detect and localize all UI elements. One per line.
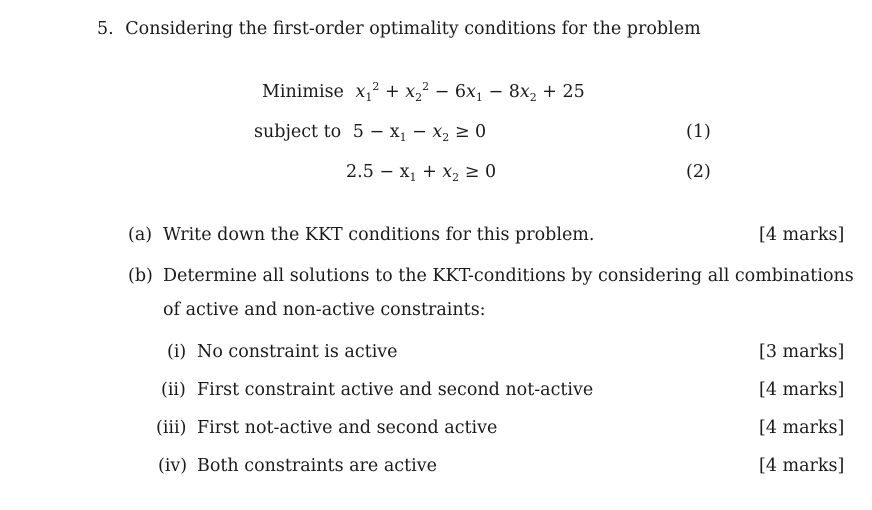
objective-expression: $x_1^2 + x_2^2 - 6x_1 - 8x_2 + 25$ xyxy=(355,80,585,104)
subpart-i-label: (i) xyxy=(167,342,187,362)
question-heading xyxy=(97,19,701,39)
constraint-2-tag: (2) xyxy=(686,162,711,182)
constraint-2-expression: $2.5 - x_1 + x_2 \ge 0$ xyxy=(346,162,497,184)
subpart-i-marks: [3 marks] xyxy=(759,342,845,362)
subpart-iii-text: First not-active and second active xyxy=(197,418,498,438)
constraint-1-expression: $5 - x_1 - x_2 \ge 0$ xyxy=(352,122,487,144)
objective-label: Minimise xyxy=(262,82,344,102)
part-a-marks: [4 marks] xyxy=(759,225,845,245)
subpart-iii-label: (iii) xyxy=(156,418,187,438)
subpart-ii-label: (ii) xyxy=(161,380,186,400)
part-b-label: (b) xyxy=(128,266,153,286)
subject-to-label: subject to xyxy=(254,122,342,142)
part-b-text-line1: Determine all solutions to the KKT-conditions by considering all combinations xyxy=(163,266,854,286)
subpart-iv-marks: [4 marks] xyxy=(759,456,845,476)
constraint-2 xyxy=(346,162,496,182)
question-intro: Considering the first-order optimality conditions for the problem xyxy=(125,19,701,39)
constraint-1 xyxy=(254,122,486,142)
subpart-i-text: No constraint is active xyxy=(197,342,398,362)
question-number: 5. xyxy=(97,19,114,39)
part-a-label: (a) xyxy=(128,225,153,245)
objective-line xyxy=(262,82,585,102)
subpart-iv-label: (iv) xyxy=(158,456,188,476)
constraint-1-tag: (1) xyxy=(686,122,711,142)
subpart-ii-text: First constraint active and second not-active xyxy=(197,380,594,400)
subpart-iii-marks: [4 marks] xyxy=(759,418,845,438)
part-a-text: Write down the KKT conditions for this problem. xyxy=(163,225,595,245)
part-b-text-line2: of active and non-active constraints: xyxy=(163,300,486,320)
subpart-iv-text: Both constraints are active xyxy=(197,456,437,476)
subpart-ii-marks: [4 marks] xyxy=(759,380,845,400)
